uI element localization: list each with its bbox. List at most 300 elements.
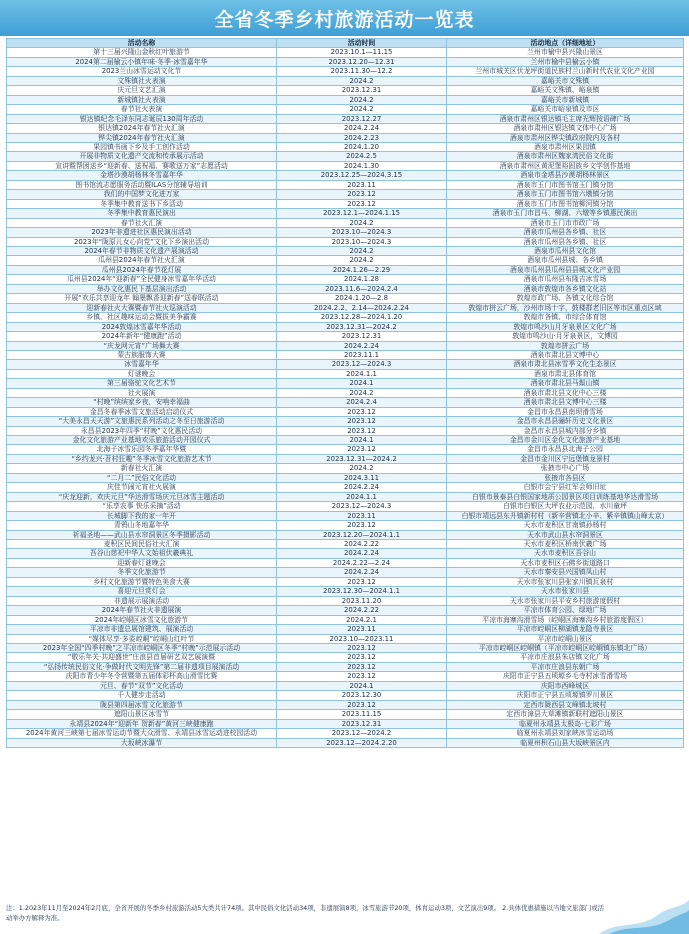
activity-location-cell: 临夏州永靖县刘家峡冰雪运动场 (447, 729, 684, 738)
table-row (7, 350, 684, 359)
footnote: 注：1.2023年11月至2024年2月底，全省开展的冬季乡村旅游活动5大类共计74项。其中民俗文化活动34项，非遗展演8项，冰雪旅游节20项，体育运动3项，文艺演出9项。 2.具体优惠措施以当地文旅部门或活动举办方解释为准。 (6, 904, 605, 922)
activity-name-cell: 春节社火表演 (7, 105, 277, 114)
table-row (7, 492, 684, 501)
activity-name-cell: 吾谷山慈祀中华人文始祖伏羲典礼 (7, 549, 277, 558)
table-row (7, 95, 684, 104)
activity-location-cell: 兰州市榆中县榆云小镇 (447, 57, 684, 66)
activity-name-cell: 祈福圣地——武山县水帘洞景区冬季摄影活动 (7, 530, 277, 539)
activity-time-cell: 2024.2.4 (277, 398, 447, 407)
activity-location-cell: 酒泉市肃州区魏家湾民俗文化街 (447, 152, 684, 161)
activity-name-cell: 永靖县2024年“迎新年 贺新春”黄河三峡健康跑 (7, 719, 277, 728)
activity-time-cell: 2024.1.20—2.8 (277, 294, 447, 303)
table-row (7, 483, 684, 492)
activity-location-cell: 定西市陇西县文峰镇北坡村 (447, 700, 684, 709)
activity-location-cell: 天水市麦积区吾谷山 (447, 549, 684, 558)
activity-time-cell: 2024.1 (277, 436, 447, 445)
activity-location-cell: 天水市麦积区甘南镇孙杨村 (447, 521, 684, 530)
activity-time-cell: 2024.2 (277, 105, 447, 114)
activity-location-cell: 酒泉市瓜州县瓜州县县城文化产业园 (447, 265, 684, 274)
table-row (7, 530, 684, 539)
activity-location-cell: 庆阳市正宁县五顷塬镇罗川景区 (447, 691, 684, 700)
table-row (7, 710, 684, 719)
table-row (7, 303, 684, 312)
table-row (7, 653, 684, 662)
activity-name-cell: “村晚”缤缤家乡夜，安响幸福曲 (7, 398, 277, 407)
activity-time-cell: 2024.1 (277, 379, 447, 388)
activity-location-cell: 张掖市各县区 (447, 473, 684, 482)
activity-table (6, 38, 684, 748)
activity-location-cell: 天水市张家川县 (447, 587, 684, 596)
activity-name-cell: 大坂峡冰瀑节 (7, 738, 277, 747)
table-row (7, 256, 684, 265)
activity-time-cell: 2023.12 (277, 190, 447, 199)
activity-location-cell: 庆阳市正宁县五顷塬乡毛寺村冰雪滑雪场 (447, 672, 684, 681)
table-row (7, 209, 684, 218)
activity-time-cell: 2023.12.31 (277, 86, 447, 95)
activity-name-cell: 永昌县2023年四季“村晚”文化惠民活动 (7, 426, 277, 435)
activity-name-cell: 银达镇纪念毛泽东同志诞辰130周年活动 (7, 114, 277, 123)
activity-location-cell: 白银市景泰县白银国家地质公园景区项目训练基地华达滑雪场 (447, 492, 684, 501)
activity-name-cell: “敬乐年关·共迎盛世”庄浪县首届研艺双艺展演暨 (7, 653, 277, 662)
table-row (7, 464, 684, 473)
activity-name-cell: 瓜州县2024年春节社火汇演 (7, 256, 277, 265)
table-row (7, 105, 684, 114)
activity-time-cell: 2024.2 (277, 464, 447, 473)
activity-time-cell: 2024.2.22—2.24 (277, 558, 447, 567)
activity-name-cell: 金化文化旅游产业基地欢乐旅游活动开园仪式 (7, 436, 277, 445)
activity-name-cell: “乡约龙兴·苕村狂趣”冬季冰雪文化旅游艺术节 (7, 454, 277, 463)
table-row (7, 294, 684, 303)
table-row (7, 644, 684, 653)
activity-location-cell: 酒泉市瓜州县各乡镇、社区 (447, 228, 684, 237)
activity-location-cell: 临夏州积石山县大坂峡景区内 (447, 738, 684, 747)
activity-location-cell: 平凉市崆峒区柳湖镇龙隐寺景区 (447, 625, 684, 634)
activity-name-cell: “大美永昌天天游”文旅惠民系列活动之冬至日旅游活动 (7, 417, 277, 426)
activity-time-cell: 2023.11.20 (277, 596, 447, 605)
table-row (7, 445, 684, 454)
activity-location-cell: 酒泉市肃州区银达镇文体中心广场 (447, 124, 684, 133)
table-row (7, 558, 684, 567)
activity-location-cell: 平凉市庄浪县朱店镇文化广场 (447, 653, 684, 662)
table-row (7, 360, 684, 369)
table-row (7, 417, 684, 426)
activity-location-cell: 敦煌市各镇、市综合体育馆 (447, 313, 684, 322)
activity-location-cell: 酒泉市瓜州县文化馆 (447, 246, 684, 255)
activity-location-cell: 平凉市崆峒山景区 (447, 634, 684, 643)
activity-time-cell: 2023.12.28—2024.1.20 (277, 313, 447, 322)
activity-location-cell: 酒泉市玉门市昌马、柳湖、六墩等乡镇惠民演出 (447, 209, 684, 218)
header-activity-name: 活动名称 (7, 39, 277, 48)
activity-location-cell: 金昌市永昌县北海子公园 (447, 445, 684, 454)
activity-location-cell: 酒泉市肃北县冰雪季文化生态景区 (447, 360, 684, 369)
table-row (7, 521, 684, 530)
activity-location-cell: 敦煌市鸣沙山月牙泉景区文化广场 (447, 322, 684, 331)
table-row (7, 313, 684, 322)
activity-time-cell: 2024.1 (277, 681, 447, 690)
activity-time-cell: 2024.2 (277, 388, 447, 397)
activity-location-cell: 天水市秦安县兴国镇凤山村 (447, 568, 684, 577)
activity-location-cell: 天水市麦积区石佛乡街道路口 (447, 558, 684, 567)
activity-name-cell: 2024年春节社火非遗展演 (7, 606, 277, 615)
table-row (7, 615, 684, 624)
activity-time-cell: 2024.2 (277, 256, 447, 265)
activity-time-cell: 2023.12.20—12.31 (277, 57, 447, 66)
activity-table-container (6, 38, 683, 900)
table-row (7, 246, 684, 255)
activity-time-cell: 2023.12—2024.2 (277, 729, 447, 738)
activity-location-cell: 天水市张家川县平安乡村旅游度假村 (447, 596, 684, 605)
table-row (7, 57, 684, 66)
activity-location-cell: 敦煌市政广场、各镇文化综合馆 (447, 294, 684, 303)
activity-time-cell: 2023.12.20—2024.1.1 (277, 530, 447, 539)
activity-time-cell: 2024.2.22 (277, 540, 447, 549)
activity-location-cell: 敦煌市拼云广场，沙州市场十字，鼓楼群老旧区等市区重点区域 (447, 303, 684, 312)
activity-name-cell: 瓜州县2024年春节花灯展 (7, 265, 277, 274)
table-row (7, 388, 684, 397)
activity-name-cell: 冰雪嘉年华 (7, 360, 277, 369)
activity-location-cell: 金昌市永昌县骊轩历史文化景区 (447, 417, 684, 426)
activity-time-cell: 2023.12 (277, 662, 447, 671)
activity-location-cell: 兰州市榆中县兴隆山景区 (447, 48, 684, 57)
activity-location-cell: 酒泉市玉门市图书馆柳河镇分馆 (447, 199, 684, 208)
activity-location-cell: 酒泉市金塔县沙漠胡杨林景区 (447, 171, 684, 180)
activity-time-cell: 2023.12—2024.3 (277, 502, 447, 511)
table-row (7, 284, 684, 293)
activity-location-cell: 金昌市金川区金化文化旅游产业基地 (447, 436, 684, 445)
activity-location-cell: 金昌市金川区宁远堡镇龙景村 (447, 454, 684, 463)
activity-time-cell: 2023.12 (277, 521, 447, 530)
table-row (7, 379, 684, 388)
activity-name-cell: 2024年春节非物质文化遗产展演活动 (7, 246, 277, 255)
table-row (7, 86, 684, 95)
title-banner (0, 0, 689, 36)
table-body (7, 48, 684, 748)
activity-location-cell: 酒泉市肃北县文博中心 (447, 350, 684, 359)
activity-time-cell: 2023.12 (277, 426, 447, 435)
table-row (7, 190, 684, 199)
activity-location-cell: 酒泉市肃州区黄泥堡裕固族乡文学创作基地 (447, 161, 684, 170)
activity-time-cell: 2023.11 (277, 180, 447, 189)
table-row (7, 691, 684, 700)
activity-time-cell: 2024.2.23 (277, 133, 447, 142)
activity-location-cell: 酒泉市肃州区果园镇 (447, 142, 684, 151)
activity-name-cell: 第三届骆驼文化艺术节 (7, 379, 277, 388)
table-row (7, 369, 684, 378)
table-row (7, 436, 684, 445)
activity-name-cell: 新城镇社火表演 (7, 95, 277, 104)
activity-name-cell: 文殊镇社火表演 (7, 76, 277, 85)
activity-name-cell: 我们的中国梦文化进万家 (7, 190, 277, 199)
table-row (7, 237, 684, 246)
activity-time-cell: 2023.11.1 (277, 350, 447, 359)
activity-time-cell: 2023.12 (277, 653, 447, 662)
activity-time-cell: 2023.12 (277, 417, 447, 426)
activity-name-cell: 宣讲暨帮困送乡“迎新春、送祝福、赛歌送万家”志愿活动 (7, 161, 277, 170)
table-row (7, 341, 684, 350)
activity-time-cell: 2023.12 (277, 199, 447, 208)
activity-name-cell: 元旦、春节“双节”文化活动 (7, 681, 277, 690)
activity-time-cell: 2023.12.31 (277, 332, 447, 341)
activity-location-cell: 嘉峪关市新城镇 (447, 95, 684, 104)
activity-name-cell: 北海子冰雪乐园冬季嘉年华暨 (7, 445, 277, 454)
activity-location-cell: 金昌市永昌县城内部分乡镇 (447, 426, 684, 435)
activity-name-cell: “媒体尽享·多姿崆峒”崆峒山红叶节 (7, 634, 277, 643)
activity-name-cell: 2024年崆峒区冰雪文化旅游节 (7, 615, 277, 624)
activity-name-cell: “二月二”民俗文化活动 (7, 473, 277, 482)
activity-location-cell: 平凉市崆峒区崆峒镇（平凉市崆峒区崆峒镇东镇北广场） (447, 644, 684, 653)
activity-name-cell: 迎新春灯谜晚会 (7, 558, 277, 567)
activity-location-cell: 敦煌市鸣沙山·月牙泉景区，文博园 (447, 332, 684, 341)
header-activity-location: 活动地点（详细地址） (447, 39, 684, 48)
activity-name-cell: 庆佳节闹元宵社火展演 (7, 483, 277, 492)
activity-location-cell: 兰州市城关区伏龙坪街道民族村兰山新时代农业文化产业园 (447, 67, 684, 76)
activity-time-cell: 2023.12 (277, 577, 447, 586)
activity-name-cell: 庆阳市青少年冬令营暨第五届体彩杯高山滑雪比赛 (7, 672, 277, 681)
activity-location-cell: 平凉市体育公园、绿地广场 (447, 606, 684, 615)
activity-name-cell: 图书馆流志愿服务活动暨ILAS分馆辅导培训 (7, 180, 277, 189)
activity-name-cell: 冬季文化旅游节 (7, 568, 277, 577)
activity-name-cell: 乡村文化旅游节暨特色美食大赛 (7, 577, 277, 586)
activity-time-cell: 2023.12.31 (277, 719, 447, 728)
activity-time-cell: 2023.11.6—2024.2.4 (277, 284, 447, 293)
table-row (7, 596, 684, 605)
activity-time-cell: 2023.11 (277, 511, 447, 520)
activity-time-cell: 2024.1.1 (277, 369, 447, 378)
activity-time-cell: 2024.1.20 (277, 142, 447, 151)
table-row (7, 171, 684, 180)
activity-name-cell: 乡镇、社区趣味运动会暨拔美争霸赛 (7, 313, 277, 322)
activity-location-cell: 平凉市庄浪县东朝广场 (447, 662, 684, 671)
activity-location-cell: 白银市靖远县东升镇新村村（新辛营镇北小辛、紫辛镇镇山峰太京） (447, 511, 684, 520)
activity-name-cell: 麦积区民间民俗社火汇演 (7, 540, 277, 549)
table-row (7, 265, 684, 274)
table-row (7, 161, 684, 170)
activity-location-cell: 酒泉市瓜州县各乡镇、社区 (447, 237, 684, 246)
activity-time-cell: 2023.12.30 (277, 691, 447, 700)
activity-time-cell: 2023.11.30—12.2 (277, 67, 447, 76)
activity-name-cell: 春节社火汇演 (7, 218, 277, 227)
table-row (7, 729, 684, 738)
activity-time-cell: 2023.10—2023.11 (277, 634, 447, 643)
table-row (7, 606, 684, 615)
activity-location-cell: 酒泉市肃州区铧尖镇政府院内及各村 (447, 133, 684, 142)
table-row (7, 199, 684, 208)
table-row (7, 114, 684, 123)
activity-time-cell: 2023.12.1—2024.1.15 (277, 209, 447, 218)
activity-time-cell: 2023.12—2024.3 (277, 360, 447, 369)
activity-time-cell: 2023.12.31—2024.2 (277, 322, 447, 331)
table-row (7, 681, 684, 690)
table-header-row (7, 39, 684, 48)
activity-time-cell: 2024.2.2、2.14—2024.2.24 (277, 303, 447, 312)
page-title: 全省冬季乡村旅游活动一览表 (214, 8, 475, 31)
activity-time-cell: 2024.1.1 (277, 492, 447, 501)
activity-time-cell: 2024.1.28 (277, 275, 447, 284)
activity-location-cell: 敦煌市拼云广场 (447, 341, 684, 350)
activity-name-cell: 平凉市非遗总展馆建筑、展演活动 (7, 625, 277, 634)
activity-name-cell: 2023兰山冰雪运动文化节 (7, 67, 277, 76)
wave-decoration (599, 900, 689, 934)
activity-location-cell: 酒泉市肃北县文化中心三楼 (447, 388, 684, 397)
table-row (7, 76, 684, 85)
activity-time-cell: 2023.11 (277, 625, 447, 634)
activity-name-cell: “乐享农事 快乐采摘”活动 (7, 502, 277, 511)
activity-name-cell: 遮阳山景区冰雪节 (7, 710, 277, 719)
table-row (7, 275, 684, 284)
activity-location-cell: 酒泉市玉门市图书馆玉门镇分馆 (447, 180, 684, 189)
table-row (7, 502, 684, 511)
table-row (7, 672, 684, 681)
activity-location-cell: 天水市武山县水帘洞景区 (447, 530, 684, 539)
activity-name-cell: 2024年新年“健康跑”活动 (7, 332, 277, 341)
activity-name-cell: 果园镇书画下乡及手工创作活动 (7, 142, 277, 151)
activity-name-cell: 冬季集中教育惠民演出 (7, 209, 277, 218)
table-row (7, 218, 684, 227)
table-row (7, 152, 684, 161)
activity-time-cell: 2023.12.30—2024.1.1 (277, 587, 447, 596)
activity-time-cell: 2023.12.31—2024.2 (277, 454, 447, 463)
activity-name-cell: 瓜州县2024年“迎新春”全民健身冰雪嘉年华活动 (7, 275, 277, 284)
activity-name-cell: 灯谜晚会 (7, 369, 277, 378)
activity-name-cell: 陇县第四届冰雪文化旅游节 (7, 700, 277, 709)
table-row (7, 322, 684, 331)
activity-time-cell: 2024.3.11 (277, 473, 447, 482)
activity-location-cell: 平凉市海寨沟滑雪场（崆峒区海寨沟乡村旅游度假区） (447, 615, 684, 624)
activity-time-cell: 2024.2.24 (277, 483, 447, 492)
table-row (7, 180, 684, 189)
activity-name-cell: 庆元旦文艺汇演 (7, 86, 277, 95)
table-row (7, 398, 684, 407)
activity-location-cell: 天水市张家川县张家川镇瓦泉村 (447, 577, 684, 586)
table-row (7, 540, 684, 549)
activity-name-cell: 举办文化惠民下基层演出活动 (7, 284, 277, 293)
activity-time-cell: 2023.12 (277, 407, 447, 416)
activity-name-cell: 金昌冬春季冰雪文旅活动启动仪式 (7, 407, 277, 416)
activity-time-cell: 2023.10—2024.3 (277, 237, 447, 246)
activity-name-cell: 金塔沙漠胡杨林冬雪嘉年华 (7, 171, 277, 180)
activity-time-cell: 2024.2.24 (277, 341, 447, 350)
activity-name-cell: 新春社火汇演 (7, 464, 277, 473)
table-row (7, 133, 684, 142)
activity-name-cell: 银达镇2024年春节社火汇演 (7, 124, 277, 133)
activity-location-cell: 酒泉市肃北县文博中心三楼 (447, 398, 684, 407)
activity-location-cell: 嘉峪关市文殊镇 (447, 76, 684, 85)
activity-location-cell: 天水市麦积区桥南伏羲广场 (447, 540, 684, 549)
table-row (7, 332, 684, 341)
activity-time-cell: 2024.1.30 (277, 161, 447, 170)
activity-location-cell: 庆阳市西峰城区 (447, 681, 684, 690)
activity-time-cell: 2023.10.1—11.15 (277, 48, 447, 57)
activity-location-cell: 酒泉市敦煌市各乡镇文化站 (447, 284, 684, 293)
activity-location-cell: 酒泉市肃北县体育馆 (447, 369, 684, 378)
header-activity-time: 活动时间 (277, 39, 447, 48)
activity-location-cell: 酒泉市瓜州县布隆吉冰雪场 (447, 275, 684, 284)
table-row (7, 67, 684, 76)
activity-location-cell: 酒泉市肃州区银达镇毛主席光辉按语碑广场 (447, 114, 684, 123)
activity-time-cell: 2024.2.24 (277, 568, 447, 577)
activity-time-cell: 2023.12.25—2024.3.15 (277, 171, 447, 180)
activity-name-cell: 2024年黄河三峡第七届冰雪运动节暨大众滑雪、永靖县冰雪运动进校园活动 (7, 729, 277, 738)
activity-time-cell: 2024.2 (277, 76, 447, 85)
activity-time-cell: 2023.10—2024.3 (277, 228, 447, 237)
activity-name-cell: 开展“欢乐共享迎龙年 翰墨飘香迎新春”送春联活动 (7, 294, 277, 303)
table-row (7, 549, 684, 558)
activity-time-cell: 2024.2.24 (277, 549, 447, 558)
activity-location-cell: 白银市会宁县红军会师旧址 (447, 483, 684, 492)
activity-name-cell: 青鸦山冬地嘉年华 (7, 521, 277, 530)
activity-name-cell: 喜迎元旦赏灯会 (7, 587, 277, 596)
activity-time-cell: 2024.2.24 (277, 124, 447, 133)
activity-location-cell: 嘉峪关文殊镇、峪泉镇 (447, 86, 684, 95)
activity-location-cell: 白银市白银区大坪农业示范园，水川童坪 (447, 502, 684, 511)
table-row (7, 511, 684, 520)
activity-time-cell: 2024.2.22 (277, 606, 447, 615)
activity-name-cell: 蒙古族服饰大赛 (7, 350, 277, 359)
activity-name-cell: “庆龙网元宵”广场舞大赛 (7, 341, 277, 350)
activity-time-cell: 2023.12 (277, 644, 447, 653)
table-row (7, 625, 684, 634)
activity-name-cell: 第十三届兴隆山金秋红叶旅游节 (7, 48, 277, 57)
activity-name-cell: 2023年“陇原儿女心向党”文化下乡演出活动 (7, 237, 277, 246)
activity-location-cell: 临夏州永靖县太极岛·七彩广场 (447, 719, 684, 728)
table-row (7, 454, 684, 463)
table-row (7, 719, 684, 728)
activity-name-cell: 社火展演 (7, 388, 277, 397)
activity-location-cell: 酒泉市瓜州县城、各乡镇 (447, 256, 684, 265)
activity-name-cell: 2024敦煌冰雪嘉年华活动 (7, 322, 277, 331)
activity-name-cell: 冬季集中教育送书下乡活动 (7, 199, 277, 208)
activity-time-cell: 2024.2 (277, 218, 447, 227)
activity-name-cell: 2023年全国“四季村晚”之平凉市崆峒区冬季“村晚”示范展示活动 (7, 644, 277, 653)
activity-location-cell: 酒泉市肃北县马鬃山镇 (447, 379, 684, 388)
table-row (7, 407, 684, 416)
table-row (7, 142, 684, 151)
activity-location-cell: 酒泉市玉门市市政广场 (447, 218, 684, 227)
activity-location-cell: 嘉峪关市峪泉镇及市区 (447, 105, 684, 114)
activity-time-cell: 2023.12—2024.2.20 (277, 738, 447, 747)
table-row (7, 473, 684, 482)
table-row (7, 634, 684, 643)
activity-name-cell: 开展非物质文化遗产交流和传承展示活动 (7, 152, 277, 161)
table-row (7, 228, 684, 237)
activity-name-cell: 非遗展示展演活动 (7, 596, 277, 605)
activity-time-cell: 2024.2.1 (277, 615, 447, 624)
activity-name-cell: 千人健步走活动 (7, 691, 277, 700)
activity-time-cell: 2023.12.27 (277, 114, 447, 123)
table-row (7, 48, 684, 57)
activity-location-cell: 定西市漳县大草滩镇新联村遮阳山景区 (447, 710, 684, 719)
table-row (7, 587, 684, 596)
activity-name-cell: 长城脚下我的家一年开 (7, 511, 277, 520)
activity-time-cell: 2023.12 (277, 700, 447, 709)
activity-time-cell: 2023.12 (277, 445, 447, 454)
activity-location-cell: 张掖市中心广场 (447, 464, 684, 473)
activity-name-cell: “庆龙迎新，欢庆元旦”华达滑雪场庆元旦冰雪主题活动 (7, 492, 277, 501)
activity-time-cell: 2024.1.26—2.29 (277, 265, 447, 274)
activity-time-cell: 2024.2.5 (277, 152, 447, 161)
table-row (7, 738, 684, 747)
activity-location-cell: 金昌市永昌县南坝滑雪场 (447, 407, 684, 416)
table-row (7, 426, 684, 435)
table-row (7, 577, 684, 586)
activity-name-cell: 2024第二届榆云小镇年味·冬季·冰雪嘉年华 (7, 57, 277, 66)
table-row (7, 124, 684, 133)
table-row (7, 568, 684, 577)
activity-location-cell: 酒泉市玉门市图书馆六墩镇分馆 (447, 190, 684, 199)
activity-time-cell: 2023.12 (277, 672, 447, 681)
activity-name-cell: 2023年非遗进社区惠民演出活动 (7, 228, 277, 237)
table-row (7, 662, 684, 671)
